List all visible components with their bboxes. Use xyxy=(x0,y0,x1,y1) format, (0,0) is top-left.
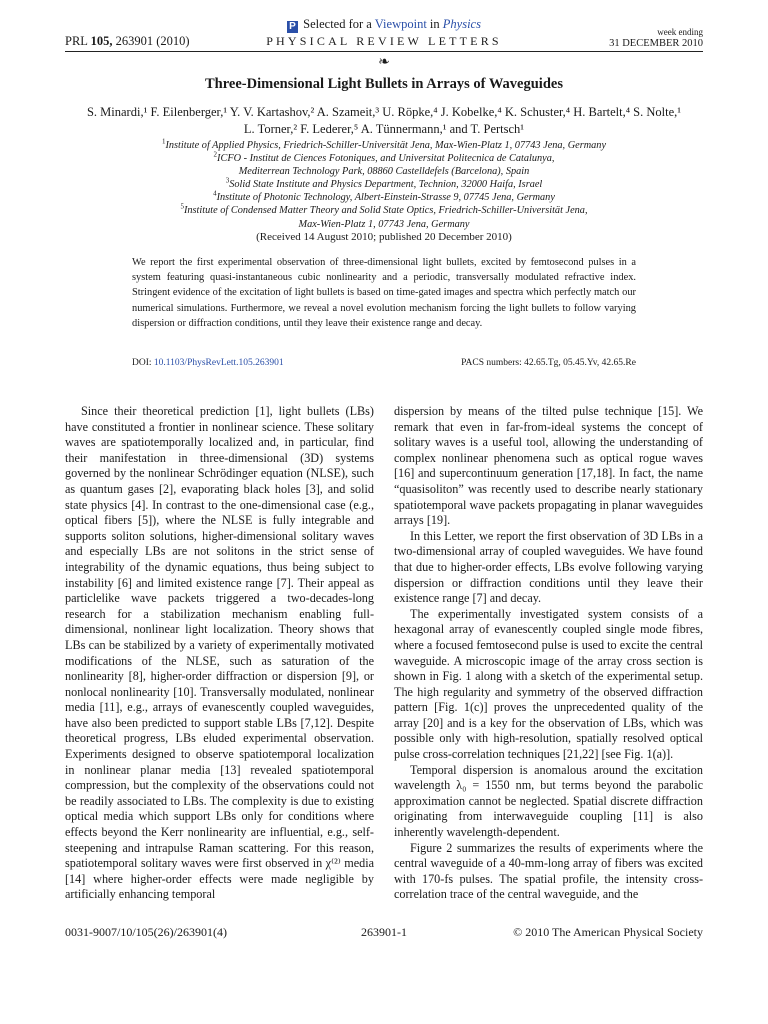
citation-prefix: PRL xyxy=(65,34,88,48)
journal-name: PHYSICAL REVIEW LETTERS xyxy=(266,34,502,48)
affiliation: $^2$ICFO - Institut de Ciences Fotoniques, and Universitat Politecnica de Catalunya, xyxy=(213,150,555,165)
author-list xyxy=(40,104,728,138)
affiliation: $^4$Institute of Photonic Technology, Albert-Einstein-Strasse 9, 07745 Jena, Germany xyxy=(213,189,555,204)
citation-volume: 105, xyxy=(90,34,113,48)
fleuron-icon: ❧ xyxy=(378,55,390,70)
viewpoint-mid: in xyxy=(429,17,440,31)
issue-date xyxy=(609,26,703,50)
paragraph: Figure 2 summarizes the results of experiments where the central waveguide of a 40-mm-long array of fibers was excited with 170-fs pulses. The spatial profile, the intensity cross-correlation trace of the central waveguide, and the xyxy=(394,840,703,902)
physics-link[interactable]: Physics xyxy=(442,17,481,31)
affiliation: Max-Wien-Platz 1, 07743 Jena, Germany xyxy=(298,218,470,230)
pacs-numbers: PACS numbers: 42.65.Tg, 05.45.Yv, 42.65.Re xyxy=(461,358,636,368)
authors-line: S. Minardi,¹ F. Eilenberger,¹ Y. V. Kartashov,² A. Szameit,³ U. Röpke,⁴ J. Kobelke,⁴ K. Schuster,⁴ H. Bartelt,⁴ S. Nolte,¹ xyxy=(86,105,682,119)
viewpoint-badge-icon: P xyxy=(287,21,298,33)
abstract: We report the first experimental observation of three-dimensional light bullets, excited by femtosecond pulses in a system featuring quasi-instantaneous cubic nonlinearity and a periodic, transversally modulated refractive index. Stringent evidence of the excitation of light bullets is based on time-gated images and spectra which perfectly match our numerical simulations. Furthermore, we reveal a novel evolution mechanism forcing the light bullets to follow varying dispersion or diffraction conditions, until they leave their existence range and decay. xyxy=(132,257,636,329)
authors-line: L. Torner,² F. Lederer,⁵ A. Tünnermann,¹ and T. Pertsch¹ xyxy=(243,122,525,136)
body-column-right xyxy=(394,404,703,903)
paragraph: Temporal dispersion is anomalous around the excitation wavelength λ₀ = 1550 nm, but terms beyond the parabolic approximation cannot be neglected. Spatial discrete diffraction originating from interwaveguide coupling [11] is also inherently wavelength-dependent. xyxy=(394,762,703,840)
doi-link[interactable]: 10.1103/PhysRevLett.105.263901 xyxy=(153,358,284,368)
doi-label: DOI: xyxy=(132,358,152,368)
article-title: Three-Dimensional Light Bullets in Arrays of Waveguides xyxy=(205,76,563,92)
article-code: 0031-9007/10/105(26)/263901(4) xyxy=(65,925,227,939)
copyright: © 2010 The American Physical Society xyxy=(513,925,703,939)
header-rule xyxy=(65,51,703,52)
page-number: 263901-1 xyxy=(361,925,407,939)
viewpoint-pre: Selected for a xyxy=(303,17,372,31)
week-ending-label: week ending xyxy=(657,27,703,37)
affiliation: $^1$Institute of Applied Physics, Friedrich-Schiller-Universität Jena, Max-Wien-Platz 1, 07743 Jena, Germany xyxy=(161,137,607,151)
paragraph: In this Letter, we report the first observation of 3D LBs in a two-dimensional array of coupled waveguides. We have found that due to higher-order effects, LBs evolve following varying dispersion or diffraction conditions until they leave their existence range [7] and decay. xyxy=(394,528,703,606)
received-dates: (Received 14 August 2010; published 20 December 2010) xyxy=(256,230,512,243)
doi-row xyxy=(132,358,636,368)
paragraph: Since their theoretical prediction [1], light bullets (LBs) have constituted a frontier in nonlinear science. These solitary waves are spatiotemporally localized and, in particular, find their manifestation in three-dimensional (3D) systems governed by the nonlinear Schrödinger equation (NLSE), such as quantum gases [2], evaporating black holes [3], and solid state physics [4]. In contrast to the one-dimensional case (e.g., optical fibers [5]), where the NLSE is fully integrable and supports soliton solutions, higher-dimensional solitary waves and especially LBs are not solitons in the strict sense of integrability of the dynamic equations, thus being subject to instability [6] and limited existence range [7]. Their appeal as particlelike wave packets triggered a two-decades-long research for a stabilization mechanism enabling full-dimensional, nonlinear light localization. Theory shows that LBs can be stabilized by a variety of experimentally motivated modifications of the NLSE, such as saturation of the nonlinearity [8], higher-order diffraction or dispersion [9], or nonlocal nonlinearity [10]. Transversally modulated, nonlinear media [11], e.g., arrays of evanescently coupled waveguides, have also been predicted to support stable LBs [7,12]. Despite theoretical progress, LBs eluded experimental observation. Experiments designed to observe spatiotemporal localization in nonlinear planar media [13] revealed spatiotemporal compression, but the complexity of the observations could not be readily associated to LBs. The complexity is due to existing optical media which support LBs only for conditions where effects beyond the Kerr nonlinearity are influential, e.g., self-steepening and intrapulse Raman scattering. For this reason, spatiotemporal solitary waves were first observed in χ⁽²⁾ media [14] where higher-order effects were made negligible by artificially enhancing temporal xyxy=(65,404,374,902)
affiliation: $^3$Solid State Institute and Physics Department, Technion, 32000 Haifa, Israel xyxy=(225,176,543,191)
citation-rest: 263901 (2010) xyxy=(115,34,190,48)
issue-date-value: 31 DECEMBER 2010 xyxy=(609,38,703,49)
affiliation: Mediterrean Technology Park, 08860 Castelldefels (Barcelona), Spain xyxy=(238,166,530,178)
paragraph: dispersion by means of the tilted pulse technique [15]. We remark that even in far-from-ideal systems the concept of solitary waves is a useful tool, allowing the understanding of complex nonlinear phenomena such as optical rogue waves [16] and supercontinuum generation [17,18]. In fact, the name “quasisoliton” was recently used to describe nearly stationary spatiotemporal wave packets propagating in planar waveguides arrays [19]. xyxy=(394,404,703,528)
viewpoint-link[interactable]: Viewpoint xyxy=(374,17,427,31)
affiliation: $^5$Institute of Condensed Matter Theory and Solid State Optics, Friedrich-Schiller-Universität Jena, xyxy=(180,203,588,217)
affiliations xyxy=(40,139,728,244)
paragraph: The experimentally investigated system consists of a hexagonal array of evanescently coupled single mode fibres, where a focused femtosecond pulse is used to excite the central waveguide. A microscopic image of the array cross section is shown in Fig. 1 along with a sketch of the experimental setup. The high regularity and symmetry of the observed diffraction pattern [Fig. 1(c)] proves the unprecedented quality of the array [20] and is a key for the observation of LBs, which was possible only with high-resolution, spatially resolved optical pulse cross-correlation techniques [21,22] [see Fig. 1(a)]. xyxy=(394,606,703,762)
body-column-left xyxy=(65,404,374,903)
page-footer xyxy=(65,925,703,940)
